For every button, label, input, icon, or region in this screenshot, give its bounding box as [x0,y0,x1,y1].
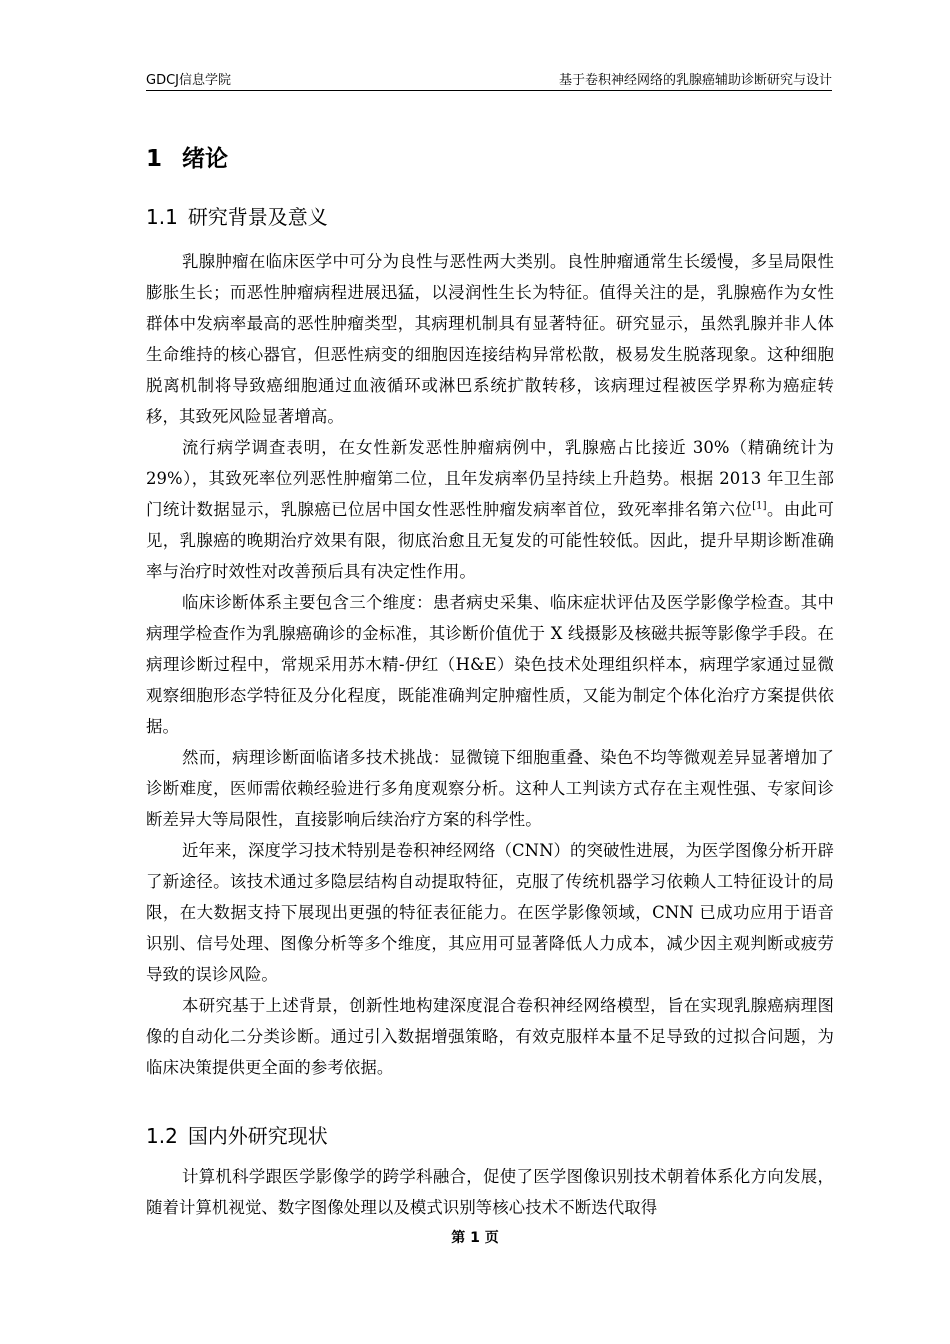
paragraph-text: 流行病学调查表明，在女性新发恶性肿瘤病例中，乳腺癌占比接近 30%（精确统计为 29%），其致死率位列恶性肿瘤第二位，且年发病率仍呈持续上升趋势。根据 2013 年卫生部门统计数据显示，乳腺癌已位居中国女性恶性肿瘤发病率首位，致死率排名第六位 [146,438,834,519]
page-header [146,66,832,88]
paragraph: 临床诊断体系主要包含三个维度：患者病史采集、临床症状评估及医学影像学检查。其中病理学检查作为乳腺癌确诊的金标准，其诊断价值优于 X 线摄影及核磁共振等影像学手段。在病理诊断过程中，常规采用苏木精-伊红（H&E）染色技术处理组织样本，病理学家通过显微观察细胞形态学特征及分化程度，既能准确判定肿瘤性质，又能为制定个体化治疗方案提供依据。 [146,593,834,736]
section-title-text: 国内外研究现状 [187,1124,328,1148]
paragraph: 计算机科学跟医学影像学的跨学科融合，促使了医学图像识别技术朝着体系化方向发展，随着计算机视觉、数字图像处理以及模式识别等核心技术不断迭代取得 [146,1167,834,1217]
section-1-2-body [146,1161,834,1223]
section-title-1-1 [146,201,328,230]
section-number: 1.2 [146,1124,178,1148]
paragraph-text: 。由此可见，乳腺癌的晚期治疗效果有限，彻底治愈且无复发的可能性较低。因此，提升早期诊断准确率与治疗时效性对改善预后具有决定性作用。 [146,500,834,581]
chapter-number: 1 [146,146,163,172]
section-1-1-body [146,246,834,1083]
paragraph: 乳腺肿瘤在临床医学中可分为良性与恶性两大类别。良性肿瘤通常生长缓慢，多呈局限性膨胀生长；而恶性肿瘤病程进展迅猛，以浸润性生长为特征。值得关注的是，乳腺癌作为女性群体中发病率最高的恶性肿瘤类型，其病理机制具有显著特征。研究显示，虽然乳腺并非人体生命维持的核心器官，但恶性病变的细胞因连接结构异常松散，极易发生脱落现象。这种细胞脱离机制将导致癌细胞通过血液循环或淋巴系统扩散转移，该病理过程被医学界称为癌症转移，其致死风险显著增高。 [146,252,834,426]
header-thesis-title: 基于卷积神经网络的乳腺癌辅助诊断研究与设计 [558,73,832,88]
section-title-1-2 [146,1120,328,1149]
header-divider [146,90,832,91]
paragraph [146,432,834,587]
citation-reference[interactable]: [1] [752,500,767,512]
paragraph: 本研究基于上述背景，创新性地构建深度混合卷积神经网络模型，旨在实现乳腺癌病理图像的自动化二分类诊断。通过引入数据增强策略，有效克服样本量不足导致的过拟合问题，为临床决策提供更全面的参考依据。 [146,996,834,1077]
section-title-text: 研究背景及意义 [187,205,328,229]
chapter-title [146,140,228,173]
section-number: 1.1 [146,205,178,229]
header-institution: GDCJ信息学院 [146,73,231,88]
chapter-title-text: 绪论 [182,146,229,172]
paragraph: 然而，病理诊断面临诸多技术挑战：显微镜下细胞重叠、染色不均等微观差异显著增加了诊断难度，医师需依赖经验进行多角度观察分析。这种人工判读方式存在主观性强、专家间诊断差异大等局限性，直接影响后续治疗方案的科学性。 [146,748,834,829]
paragraph: 近年来，深度学习技术特别是卷积神经网络（CNN）的突破性进展，为医学图像分析开辟了新途径。该技术通过多隐层结构自动提取特征，克服了传统机器学习依赖人工特征设计的局限，在大数据支持下展现出更强的特征表征能力。在医学影像领域，CNN 已成功应用于语音识别、信号处理、图像分析等多个维度，其应用可显著降低人力成本，减少因主观判断或疲劳导致的误诊风险。 [146,841,834,984]
page-number: 第 1 页 [451,1230,499,1246]
